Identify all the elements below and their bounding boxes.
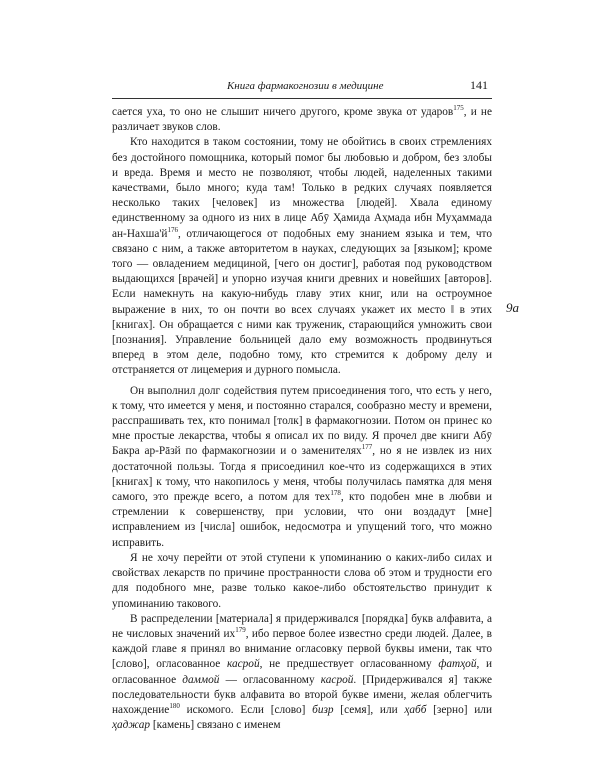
text-run: , ибо первое более известно среди людей. Далее, в каждой главе я принял во внимание огласовку первой буквы имени, так что [слово], огласованное <box>112 627 492 671</box>
paragraph-5 <box>112 612 492 734</box>
italic-term: даммой <box>182 673 220 686</box>
text-run: — огласованному <box>219 673 321 686</box>
text-run: [зерно] или <box>426 703 492 716</box>
paragraph-1 <box>112 105 492 135</box>
margin-note: 9а <box>506 300 519 315</box>
text-run: искомого. Если [слово] <box>179 703 313 716</box>
text-run: Кто находится в таком состоянии, тому не обойтись в своих стремлениях без достойного помощника, который помог бы любовью и добром, без злобы и вреда. Время и место не позволяют, чтобы людей, наделенных такими качествами, было много; куда там! Только в редких случаях появляется несколько таких [человек] из множества [людей]. Хвала единому единственному за одного из них в лице Абӯ Ҳамида Аҳмада ибн Муҳаммада ан-Нахша'й <box>112 136 492 240</box>
text-run: , но я не извлек из них достаточной пользы. Тогда я присоединил кое-что из содержащихся в этих [книгах] к тому, что накопилось у меня, чтобы получилась памятка для меня самого, это прежде всего, а потом для тех <box>112 445 492 504</box>
text-run: , отличающегося от подобных ему знанием языка и тем, что связано с ним, а также авторитетом в науках, следующих за [языком]; кроме того — овладением медициной, [чего он достиг], работая под руководством выдающихся [врачей] и упорно изучая книги древних и новейших [авторов]. Если намекнуть на какую-нибудь главу этих книг, или на остроумное выражение в них, то он почти во всех случаях укажет их место ‖ в этих [книгах]. Он обращается с ними как труженик, старающийся умножить свои [познания]. Управление больницей дало ему возможность продвинуться вперед в этом деле, подобно тому, кто стремится к доброму делу и отстраняется от лицемерия и дурного помысла. <box>112 227 492 377</box>
text-run: . [Придерживался я] также последовательности букв алфавита во второй букве имени, желая облегчить нахождение <box>112 673 492 716</box>
text-run: Я не хочу перейти от этой ступени к упоминанию о каких-либо силах и свойствах лекарств по причине пространности слова об этом и трудности его для подобного мне, разве только какое-либо обстоятельство принудит к упоминанию такового. <box>112 551 492 610</box>
running-header <box>112 76 490 94</box>
footnote-ref: 178 <box>330 489 341 498</box>
text-run: , кто подобен мне в любви и стремлении к совершенству, при условии, что они воздадут [мне] исправлением из [числа] ошибок, недосмотра и упущений того, что можно исправить. <box>112 491 493 549</box>
footnote-ref: 176 <box>167 225 178 234</box>
text-run: Он выполнил долг содействия путем присоединения того, что есть у него, к тому, что имеется у меня, и постоянно старался, сообразно месту и времени, расспрашивать тех, кто понимал [толк] в фармакогнозии. Потом он принес ко мне простые лекарства, чтобы я описал их по виду. Я прочел две книги Абӯ Бакра ар-Рāзй по фармакогнозии и о заменителях <box>112 384 492 458</box>
header-rule <box>112 98 492 99</box>
italic-term: ҳабб <box>404 703 427 716</box>
text-run: , и не различает звуков слов. <box>112 106 492 134</box>
text-run: , не предшествует огласованному <box>259 658 439 671</box>
text-run: [семя], или <box>333 703 405 716</box>
running-title: Книга фармакогнозии в медицине <box>227 80 384 92</box>
footnote-ref: 179 <box>235 626 246 635</box>
footnote-ref: 180 <box>169 702 180 711</box>
italic-term: касрой <box>320 673 354 686</box>
footnote-ref: 175 <box>453 104 464 113</box>
paragraph-3 <box>112 384 492 551</box>
body-text <box>112 105 492 733</box>
text-run: В распределении [материала] я придерживался [порядка] букв алфавита, а не числовых значений их <box>112 612 492 640</box>
text-run: сается уха, то оно не слышит ничего другого, кроме звука от ударов <box>112 106 454 118</box>
italic-term: касрой <box>226 658 260 671</box>
paragraph-4 <box>112 551 492 612</box>
paragraph-2 <box>112 135 492 378</box>
italic-term: бизр <box>312 703 334 716</box>
italic-term: ҳаджар <box>112 719 151 732</box>
text-run: [камень] связано с именем <box>150 719 281 732</box>
footnote-ref: 177 <box>361 443 373 452</box>
text-run: , и огласованное <box>112 658 492 686</box>
page-number: 141 <box>470 78 488 92</box>
italic-term: фатҳой <box>438 658 477 671</box>
